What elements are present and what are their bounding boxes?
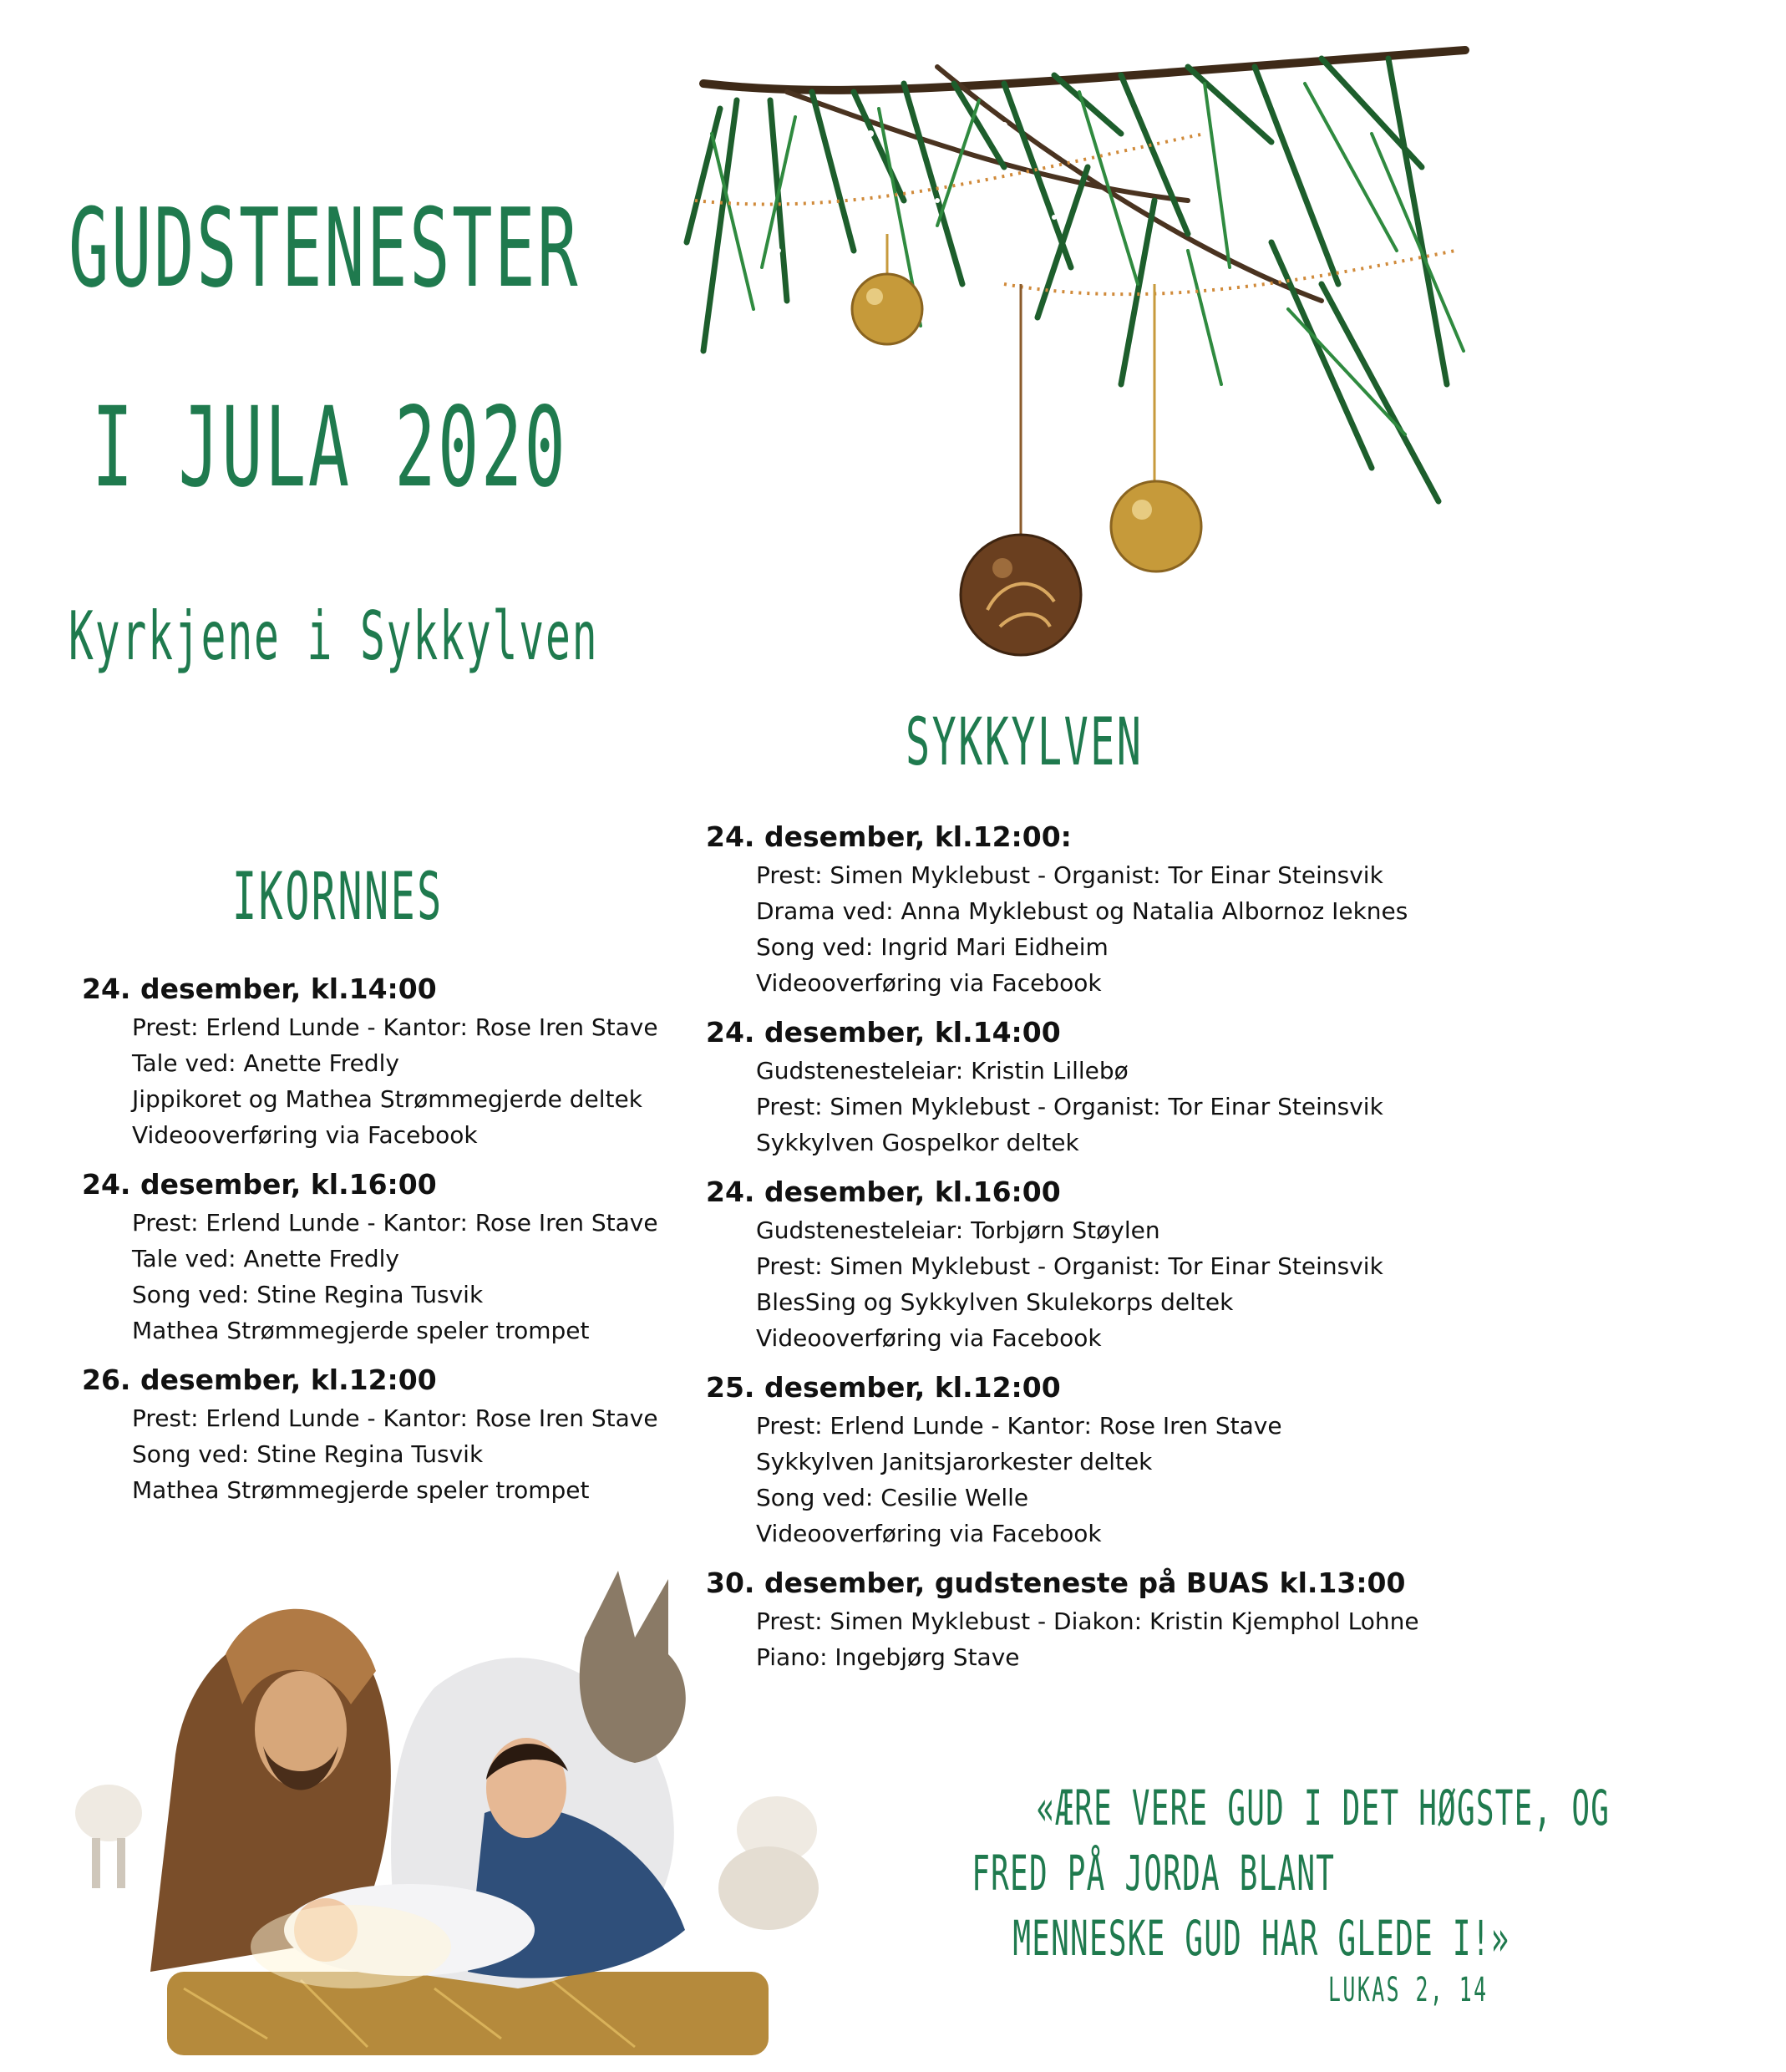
section-heading-ikornnes: IKORNNES (232, 860, 444, 935)
event-header: 24. desember, kl.12:00: (706, 820, 1072, 853)
event-ikornnes-2 (82, 1165, 717, 1348)
christmas-branch-illustration (687, 33, 1465, 668)
nativity-scene-illustration (50, 1537, 885, 2055)
quote-line: MENNESKE GUD HAR GLEDE I!» (1012, 1910, 1510, 1967)
event-detail: Sykkylven Janitsjarorkester deltek (756, 1448, 1153, 1475)
event-detail: BlesSing og Sykkylven Skulekorps deltek (756, 1288, 1234, 1316)
event-detail: Videooverføring via Facebook (132, 1121, 478, 1149)
event-detail: Song ved: Stine Regina Tusvik (132, 1281, 484, 1308)
quote-line: FRED PÅ JORDA BLANT (972, 1845, 1336, 1902)
event-detail: Videooverføring via Facebook (756, 1324, 1102, 1352)
event-detail: Mathea Strømmegjerde speler trompet (132, 1317, 590, 1344)
event-detail: Prest: Erlend Lunde - Kantor: Rose Iren Stave (132, 1013, 658, 1041)
event-detail: Mathea Strømmegjerde speler trompet (132, 1476, 590, 1504)
event-detail: Prest: Erlend Lunde - Kantor: Rose Iren Stave (132, 1209, 658, 1237)
event-detail: Gudstenesteleiar: Torbjørn Støylen (756, 1216, 1160, 1244)
event-detail: Song ved: Stine Regina Tusvik (132, 1440, 484, 1468)
event-header: 24. desember, kl.14:00 (706, 1016, 1061, 1049)
page-title-line-1: GUDSTENESTER (68, 185, 581, 312)
event-detail: Prest: Simen Myklebust - Organist: Tor Einar Steinsvik (756, 861, 1383, 889)
event-detail: Prest: Simen Myklebust - Diakon: Kristin Kjemphol Lohne (756, 1607, 1419, 1635)
page-title-line-2: I JULA 2020 (92, 383, 568, 512)
event-detail: Tale ved: Anette Fredly (132, 1049, 399, 1077)
bible-quote (860, 1775, 1611, 1971)
event-sykkylven-4 (706, 1368, 1441, 1551)
event-detail: Gudstenesteleiar: Kristin Lillebø (756, 1057, 1129, 1084)
gold-bauble-small (852, 274, 922, 344)
event-header: 30. desember, gudsteneste på BUAS kl.13:00 (706, 1567, 1406, 1599)
event-ikornnes-1 (82, 969, 717, 1153)
event-detail: Sykkylven Gospelkor deltek (756, 1129, 1079, 1156)
ikornnes-schedule (82, 969, 717, 1520)
quote-reference: LUKAS 2, 14 (1328, 1971, 1489, 2009)
event-detail: Videooverføring via Facebook (756, 969, 1102, 997)
event-detail: Prest: Simen Myklebust - Organist: Tor Einar Steinsvik (756, 1252, 1383, 1280)
event-detail: Song ved: Cesilie Welle (756, 1484, 1029, 1511)
event-detail: Piano: Ingebjørg Stave (756, 1643, 1020, 1671)
event-header: 24. desember, kl.16:00 (706, 1176, 1061, 1208)
event-sykkylven-3 (706, 1172, 1441, 1356)
event-detail: Prest: Erlend Lunde - Kantor: Rose Iren Stave (132, 1404, 658, 1432)
event-detail: Song ved: Ingrid Mari Eidheim (756, 933, 1109, 961)
event-detail: Jippikoret og Mathea Strømmegjerde deltek (132, 1085, 642, 1113)
section-heading-sykkylven: SYKKYLVEN (906, 705, 1144, 780)
event-detail: Prest: Simen Myklebust - Organist: Tor Einar Steinsvik (756, 1093, 1383, 1120)
event-detail: Drama ved: Anna Myklebust og Natalia Albornoz Ieknes (756, 897, 1408, 925)
event-header: 24. desember, kl.16:00 (82, 1168, 437, 1201)
gold-bauble (1111, 481, 1201, 571)
page-subtitle: Kyrkjene i Sykkylven (68, 597, 599, 675)
event-detail: Tale ved: Anette Fredly (132, 1245, 399, 1272)
event-ikornnes-3 (82, 1360, 717, 1508)
event-detail: Videooverføring via Facebook (756, 1520, 1102, 1547)
event-sykkylven-2 (706, 1013, 1441, 1160)
event-header: 24. desember, kl.14:00 (82, 973, 437, 1005)
quote-line: «ÆRE VERE GUD I DET HØGSTE, OG (1036, 1780, 1611, 1836)
bronze-bauble (961, 535, 1081, 655)
event-sykkylven-1 (706, 817, 1441, 1001)
event-header: 26. desember, kl.12:00 (82, 1364, 437, 1396)
event-detail: Prest: Erlend Lunde - Kantor: Rose Iren Stave (756, 1412, 1282, 1440)
event-header: 25. desember, kl.12:00 (706, 1371, 1061, 1404)
